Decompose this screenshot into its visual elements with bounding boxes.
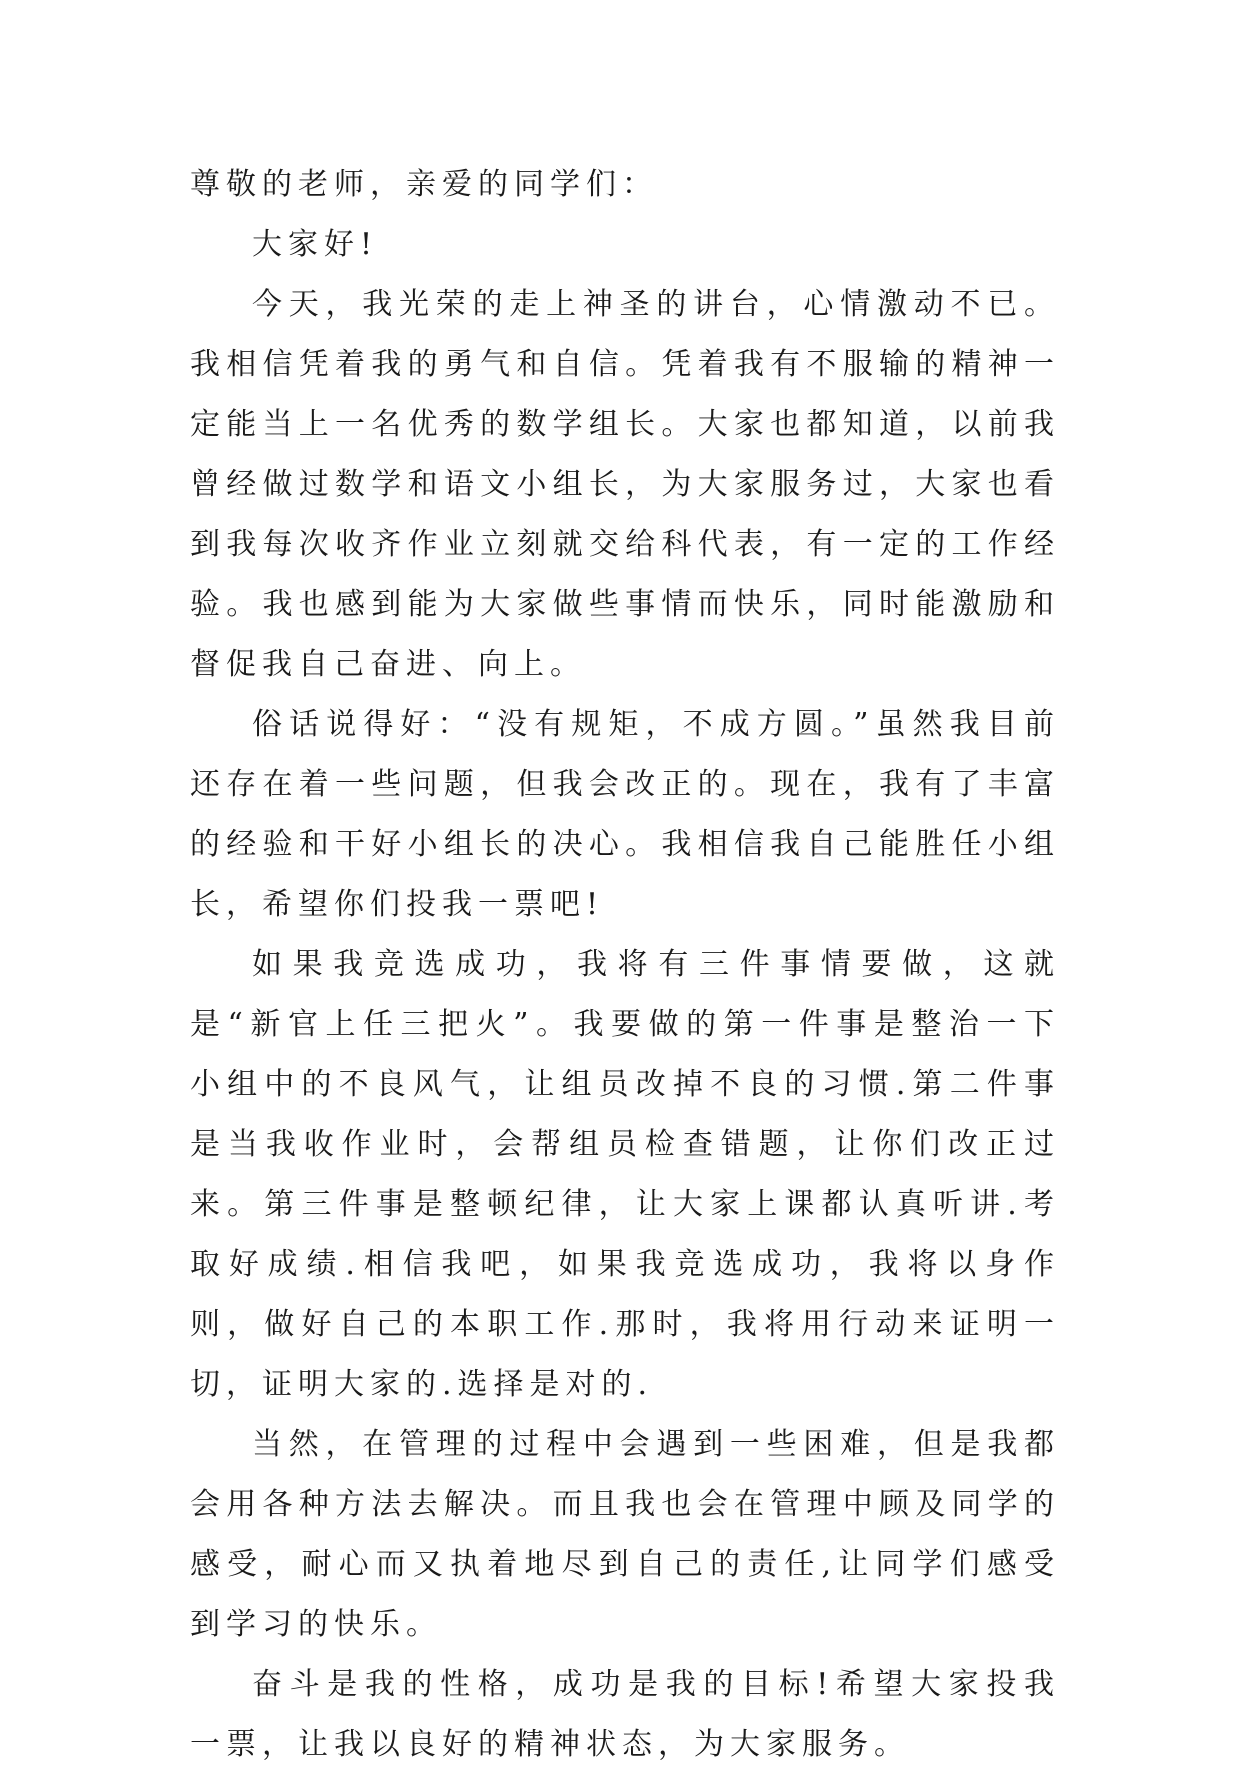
- paragraph-closing: 奋斗是我的性格，成功是我的目标!希望大家投我一票，让我以良好的精神状态，为大家服务。: [190, 1667, 1060, 1762]
- paragraph-plans: 如果我竞选成功，我将有三件事情要做，这就是“新官上任三把火”。我要做的第一件事是整治一下小组中的不良风气，让组员改掉不良的习惯.第二件事是当我收作业时，会帮组员检查错题，让你们改正过来。第三件事是整顿纪律，让大家上课都认真听讲.考取好成绩.相信我吧，如果我竞选成功，我将以身作则，做好自己的本职工作.那时，我将用行动来证明一切，证明大家的.选择是对的.: [190, 947, 1060, 1402]
- salutation: 尊敬的老师，亲爱的同学们：: [190, 167, 658, 202]
- speech-body: [190, 155, 1060, 1775]
- paragraph-difficulties: 当然，在管理的过程中会遇到一些困难，但是我都会用各种方法去解决。而且我也会在管理中顾及同学的感受，耐心而又执着地尽到自己的责任,让同学们感受到学习的快乐。: [190, 1427, 1060, 1642]
- paragraph-proverb: 俗话说得好：“没有规矩，不成方圆。”虽然我目前还存在着一些问题，但我会改正的。现在，我有了丰富的经验和干好小组长的决心。我相信我自己能胜任小组长，希望你们投我一票吧!: [190, 707, 1060, 922]
- greeting: 大家好!: [252, 227, 379, 262]
- paragraph-introduction: 今天，我光荣的走上神圣的讲台，心情激动不已。我相信凭着我的勇气和自信。凭着我有不服输的精神一定能当上一名优秀的数学组长。大家也都知道，以前我曾经做过数学和语文小组长，为大家服务过，大家也看到我每次收齐作业立刻就交给科代表，有一定的工作经验。我也感到能为大家做些事情而快乐，同时能激励和督促我自己奋进、向上。: [190, 287, 1060, 682]
